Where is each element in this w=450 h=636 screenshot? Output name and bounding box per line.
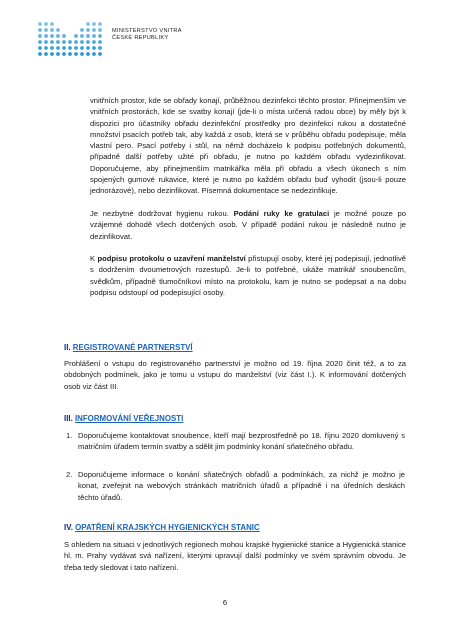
logo-dot <box>74 52 78 56</box>
logo-dot <box>86 34 90 38</box>
section-2-heading <box>64 343 193 352</box>
logo-dot <box>44 28 48 32</box>
list-number: 2. <box>66 470 73 479</box>
logo-dot <box>56 40 60 44</box>
section-4-title: OPATŘENÍ KRAJSKÝCH HYGIENICKÝCH STANIC <box>75 523 260 532</box>
logo-dot <box>62 40 66 44</box>
logo-dot <box>50 28 54 32</box>
protocol-prefix: K <box>90 254 98 263</box>
logo-line-1: MINISTERSTVO VNITRA <box>112 28 182 34</box>
logo-dot <box>98 52 102 56</box>
logo-dot <box>86 22 90 26</box>
logo-dot <box>38 28 42 32</box>
intro-text-1: vnitřních prostor, kde se obřady konají, průběžnou dezinfekci těchto prostor. Přinejmenším ve vnitřních prostorách, kde se svatby konají (jde-li o místa určená radou obce) by měly být k dispozici pro účastníky obřadu dezinfekční prostředky pro dezinfekci rukou a dostatečné množství psacích potřeb tak, aby každá z osob, která se v průběhu obřadu podepisuje, měla vlastní pero. Psací potřeby i stůl, na němž docházelo k podpisu potřebných dokumentů, případně další potřeby užité při obřadu, je nutno po každém obřadu vydezinfikovat. Doporučujeme, aby přinejmenším matrikářka měla při obřadu a všech úkonech s ním spojených gumové rukavice, které je nutno po každém obřadu buď vyhodit (jsou-li pouze jednorázové), nebo dezinfikovat. Písemná dokumentace se nedezinfikuje. <box>90 96 406 195</box>
logo-dot <box>38 34 42 38</box>
logo-dot <box>86 40 90 44</box>
intro-text-2 <box>90 208 406 242</box>
logo-dot <box>56 46 60 50</box>
logo-dot <box>44 46 48 50</box>
section-2-title: REGISTROVANÉ PARTNERSTVÍ <box>72 343 193 352</box>
logo-dot <box>50 34 54 38</box>
section-4-number: IV. <box>64 523 76 532</box>
list-text: Doporučujeme informace o konání sňatečných obřadů a podmínkách, za nichž je možno je konat, zveřejnit na webových stránkách matričních úřadů a případně i na úředních deskách těchto úřadů. <box>78 470 405 502</box>
intro-paragraph-2 <box>90 208 406 242</box>
section-4-body <box>64 539 406 573</box>
list-item <box>66 469 405 503</box>
section-2-number: II. <box>64 343 73 352</box>
section-3-title: INFORMOVÁNÍ VEŘEJNOSTI <box>74 414 184 423</box>
section-4-heading <box>64 523 260 532</box>
logo-dot <box>74 34 78 38</box>
logo-dot <box>44 34 48 38</box>
logo-dot <box>62 34 66 38</box>
logo-dot <box>50 22 54 26</box>
list-item <box>66 430 405 453</box>
logo-dot <box>98 40 102 44</box>
logo-dot <box>50 40 54 44</box>
logo-dot <box>50 52 54 56</box>
logo-dot <box>68 40 72 44</box>
logo-dot <box>80 28 84 32</box>
section-2-body <box>64 358 406 392</box>
logo-dot <box>38 46 42 50</box>
logo-dot <box>68 46 72 50</box>
logo-dot <box>92 52 96 56</box>
handshake-emphasis: Podání ruky ke gratulaci <box>233 209 330 218</box>
section-4-text: S ohledem na situaci v jednotlivých regionech mohou krajské hygienické stanice a Hygienická stanice hl. m. Prahy vydávat svá nařízení, kterými upravují další podmínky ve svém správním obvodu. Je třeba tedy sledovat i tato nařízení. <box>64 540 406 572</box>
logo-dot <box>56 28 60 32</box>
list-number: 1. <box>66 431 73 440</box>
logo-dot <box>98 46 102 50</box>
logo-dot <box>92 40 96 44</box>
logo-dot <box>44 52 48 56</box>
page-number: 6 <box>222 598 228 607</box>
section-2-text: Prohlášení o vstupu do registrovaného partnerství je možno od 19. října 2020 činit též, a to za obdobných podmínek, jako je tomu u vstupu do manželství (viz část I.). K informování dotčených osob viz část III. <box>64 359 406 391</box>
logo-dot <box>80 52 84 56</box>
logo-dot <box>80 46 84 50</box>
ministry-logo <box>36 20 236 60</box>
logo-dot <box>56 34 60 38</box>
logo-dot <box>44 22 48 26</box>
logo-dot <box>98 34 102 38</box>
logo-dot <box>38 22 42 26</box>
intro-paragraph-1 <box>90 95 406 196</box>
logo-dot <box>80 40 84 44</box>
logo-dot <box>86 52 90 56</box>
hand-hygiene-text: Je nezbytné dodržovat hygienu rukou. <box>90 209 234 218</box>
logo-dot <box>98 28 102 32</box>
logo-dot <box>92 28 96 32</box>
logo-dot <box>56 52 60 56</box>
logo-dot <box>68 52 72 56</box>
protocol-text: přistupují osoby, které jej podepisují, jednotlivě s dodržením dvoumetrových rozestupů. Je-li to potřebné, ukáže matrikář snoubencům, svědkům, případně tlumočníkovi místo na protokolu, kam je nutno se podepsat a na dobu podpisu odstoupí od podepisující osoby. <box>90 254 406 297</box>
ministry-dot-m-logo-icon <box>36 20 106 56</box>
logo-dot <box>38 52 42 56</box>
handshake-text: je možné pouze po vzájemné dohodě všech dotčených osob. V případě podání rukou je následně nutno je dezinfikovat. <box>90 209 406 241</box>
logo-dot <box>86 46 90 50</box>
logo-dot <box>80 34 84 38</box>
logo-dot <box>98 22 102 26</box>
logo-dot <box>50 46 54 50</box>
logo-dot <box>74 40 78 44</box>
intro-text-3 <box>90 253 406 298</box>
logo-dot <box>62 52 66 56</box>
logo-dot <box>92 46 96 50</box>
logo-text <box>112 28 182 42</box>
logo-dot <box>92 34 96 38</box>
logo-dot <box>44 40 48 44</box>
intro-paragraph-3 <box>90 253 406 298</box>
protocol-emphasis: podpisu protokolu o uzavření manželství <box>97 254 246 263</box>
list-text: Doporučujeme kontaktovat snoubence, kteří mají bezprostředně po 18. říjnu 2020 domluvený s matričním úřadem termín svatby a sdělit jim podmínky konání sňatečného obřadu. <box>78 431 405 452</box>
section-3-number: III. <box>64 414 75 423</box>
logo-line-2: ČESKÉ REPUBLIKY <box>112 35 169 41</box>
logo-dot <box>86 28 90 32</box>
section-3-heading <box>64 414 183 423</box>
logo-dot <box>62 46 66 50</box>
logo-dot <box>74 46 78 50</box>
logo-dot <box>92 22 96 26</box>
logo-dot <box>38 40 42 44</box>
